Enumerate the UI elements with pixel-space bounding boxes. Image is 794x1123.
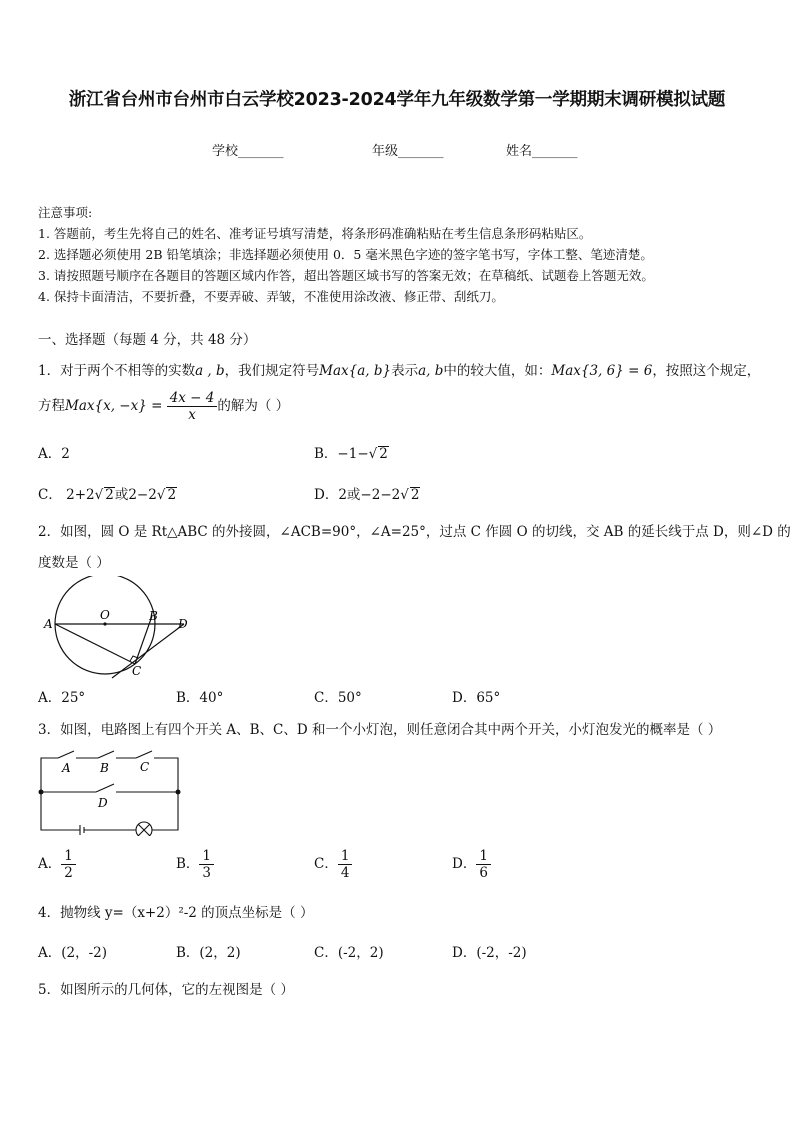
q1-eq-left: Max{x, −x} = (65, 398, 163, 414)
q2-option-b: B．40° (176, 690, 224, 706)
q5-line1: 5．如图所示的几何体，它的左视图是（ ） (38, 982, 294, 998)
q3-a-den: 2 (64, 865, 73, 881)
q4-option-d: D．(-2，-2) (452, 945, 527, 961)
q4-line1: 4．抛物线 y=（x+2）²-2 的顶点坐标是（ ） (38, 905, 314, 921)
q3-a-frac (61, 848, 76, 881)
q3-option-d (452, 848, 491, 881)
top-right-wire (154, 758, 178, 792)
label-switch-b: B (100, 761, 109, 775)
switch-d (96, 784, 114, 792)
q1-frac-den: x (188, 407, 196, 423)
line-ac (55, 624, 135, 664)
q1-c-radicand-1: 2 (105, 487, 114, 503)
q1-b-text: B．−1− (314, 446, 369, 462)
q2-option-c: C．50° (314, 690, 362, 706)
q1-fraction (167, 390, 218, 423)
junction-right (176, 790, 181, 795)
q1-d-text: D．2或−2−2 (314, 487, 401, 503)
q1-line1 (38, 359, 760, 379)
q3-d-frac (476, 848, 491, 881)
q4-option-b: B．(2，2) (176, 945, 241, 961)
section-heading: 一、选择题（每题 4 分，共 48 分） (38, 332, 257, 348)
q3-b-label: B． (176, 856, 200, 872)
q1-option-d: D．2或−2−2√ 2 (314, 487, 420, 503)
notice-item-3: 3. 请按照题号顺序在各题目的答题区域内作答，超出答题区域书写的答案无效；在草稿纸、试题卷上答题无效。 (38, 268, 654, 283)
label-d: D (178, 617, 188, 631)
q3-d-num: 1 (476, 848, 491, 865)
q3-a-label: A． (38, 856, 62, 872)
label-a: A (44, 617, 53, 631)
q4-option-c: C．(-2，2) (314, 945, 384, 961)
q1-text-f: 方程 (38, 398, 65, 414)
q2-option-d: D．65° (452, 690, 501, 706)
grade-field: 年级_______ (372, 144, 444, 159)
top-left-wire (41, 758, 58, 792)
q1-text-d: 中的较大值，如： (443, 363, 552, 379)
q1-ab2: a, b (418, 363, 444, 379)
q3-option-a (38, 848, 76, 881)
q2-option-a: A．25° (38, 690, 86, 706)
q1-max-ab: Max{a, b} (319, 363, 392, 379)
exam-title: 浙江省台州市台州市白云学校2023-2024学年九年级数学第一学期期末调研模拟试题 (68, 90, 726, 110)
q3-circuit-figure (36, 746, 186, 836)
label-switch-d: D (98, 796, 108, 810)
label-switch-a: A (62, 761, 71, 775)
q1-b-radicand: 2 (379, 446, 388, 462)
q3-line1: 3．如图，电路图上有四个开关 A、B、C、D 和一个小灯泡，则任意闭合其中两个开关，小灯泡发光的概率是（ ） (38, 722, 722, 738)
label-b: B (149, 609, 158, 623)
q3-c-frac (338, 848, 353, 881)
q3-c-den: 4 (340, 865, 350, 881)
q3-b-frac (199, 848, 214, 881)
q1-c-mid: 或2−2 (114, 487, 157, 503)
center-point (103, 622, 106, 625)
q4-option-a: A．(2，-2) (38, 945, 108, 961)
notice-item-1: 1. 答题前，考生先将自己的姓名、准考证号填写清楚，将条形码准确粘贴在考生信息条形码粘贴区。 (38, 226, 592, 241)
switch-b (98, 751, 114, 758)
q1-text-g: 的解为（ ） (217, 398, 290, 414)
q1-option-a: A．2 (38, 446, 70, 462)
q2-circle-figure (38, 576, 198, 680)
q1-text-b: ，我们规定符号 (224, 363, 320, 379)
q1-option-b: B．−1−√ 2 (314, 446, 388, 462)
tangent-line (112, 624, 184, 678)
q3-b-den: 3 (202, 865, 212, 881)
bottom-left-wire (41, 792, 80, 830)
q3-a-num: 1 (61, 848, 76, 865)
q1-line2 (38, 390, 289, 423)
q3-d-label: D． (452, 856, 477, 872)
junction-left (39, 790, 44, 795)
q3-option-b (176, 848, 214, 881)
q1-option-c: C． 2+2√ 2或2−2√ 2 (38, 487, 177, 503)
q1-example: Max{3, 6} = 6 (551, 363, 653, 379)
q3-b-num: 1 (199, 848, 214, 865)
q1-ab: a , b (195, 363, 225, 379)
q1-c-text: C． 2+2 (38, 487, 95, 503)
label-switch-c: C (140, 760, 150, 774)
q1-text-c: 表示 (391, 363, 419, 379)
q2-line2: 度数是（ ） (38, 555, 110, 571)
q3-c-label: C． (314, 856, 338, 872)
name-field: 姓名_______ (506, 144, 578, 159)
q3-d-den: 6 (479, 865, 488, 881)
q1-frac-num: 4x − 4 (167, 390, 218, 407)
q3-c-num: 1 (338, 848, 353, 865)
switch-c (136, 751, 152, 758)
q3-option-c (314, 848, 352, 881)
notice-item-2: 2. 选择题必须使用 2B 铅笔填涂；非选择题必须使用 0．5 毫米黑色字迹的签字笔书写，字体工整、笔迹清楚。 (38, 247, 653, 262)
q1-c-radicand-2: 2 (167, 487, 177, 503)
q2-line1: 2．如图，圆 O 是 Rt△ABC 的外接圆，∠ACB=90°，∠A=25°，过点 C 作圆 O 的切线，交 AB 的延长线于点 D，则∠D 的 (38, 524, 791, 540)
school-field: 学校_______ (212, 144, 284, 159)
switch-a (58, 751, 74, 758)
q1-text-e: ，按照这个规定， (652, 363, 761, 379)
q1-text-a: 1．对于两个不相等的实数 (38, 363, 196, 379)
bottom-right-wire (152, 792, 178, 830)
q1-d-radicand: 2 (410, 487, 420, 503)
notice-heading: 注意事项: (38, 205, 93, 220)
label-o: O (100, 608, 110, 622)
notice-item-4: 4. 保持卡面清洁，不要折叠，不要弄破、弄皱，不准使用涂改液、修正带、刮纸刀。 (38, 289, 504, 304)
label-c: C (132, 664, 142, 678)
